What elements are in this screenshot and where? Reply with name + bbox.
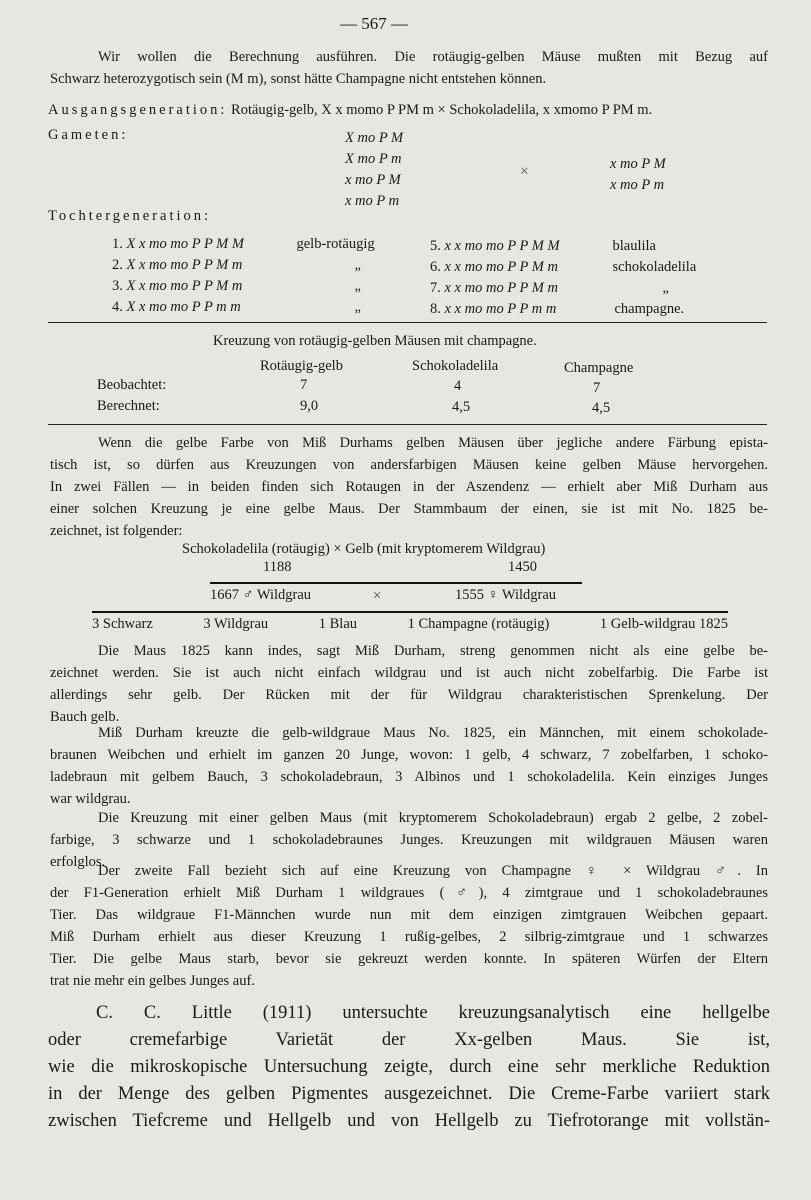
paragraph	[50, 860, 768, 992]
text-line: farbige, 3 schwarze und 1 schokoladebraunes Junges. Kreuzungen mit wildgrauen Mäusen waren	[50, 832, 768, 848]
table-cell: 4	[454, 378, 462, 394]
text-line: C. C. Little (1911) untersuchte kreuzungsanalytisch eine hellgelbe	[96, 1003, 770, 1023]
tochter-right-list	[430, 236, 696, 320]
divider	[48, 424, 767, 425]
paragraph	[50, 722, 768, 810]
pedigree-parent-id: 1188	[263, 559, 292, 575]
pedigree-f2-item: 1 Blau	[318, 616, 358, 632]
tochter-left-list	[112, 234, 375, 318]
paragraph-little	[48, 1000, 770, 1135]
text-line: In zwei Fällen — in beiden finden sich Rotaugen in der Aszendenz — erhielt aber Miß Durham aus	[50, 479, 768, 495]
table-title: Kreuzung von rotäugig-gelben Mäusen mit champagne.	[213, 333, 537, 349]
offspring-row: 6. x x mo mo P P M m schokoladelila	[430, 259, 697, 275]
gameten-label: Gameten:	[48, 127, 129, 143]
text-line: ladebraun mit gelbem Bauch, 3 schokoladebraun, 3 Albinos und 1 schokoladelila. Kein einziges Junges	[50, 769, 768, 785]
text-line: Wenn die gelbe Farbe von Miß Durhams gelben Mäusen über jegliche andere Färbung epista-	[98, 435, 768, 451]
text-line: Tier. Das wildgraue F1-Männchen wurde nun mit dem einzigen zimtgrauen Weibchen gepaart.	[50, 907, 768, 923]
pedigree-f2-item: 3 Wildgrau	[203, 616, 269, 632]
table-col-header: Rotäugig-gelb	[260, 358, 343, 374]
table-cell: 4,5	[592, 400, 611, 416]
pedigree-f1-right: 1555 ♀ Wildgrau	[455, 587, 557, 603]
text-line: Schwarz heterozygotisch sein (M m), sonst hätte Champagne nicht entstehen können.	[50, 71, 547, 87]
table-cell: 7	[300, 377, 308, 393]
ausgang-label: Ausgangsgeneration:	[48, 102, 228, 118]
pedigree-f1-left: 1667 ♂ Wildgrau	[210, 587, 312, 603]
pedigree-f2-item: 1 Gelb-wildgrau 1825	[599, 616, 728, 632]
pedigree-f2-item: 1 Champagne (rotäugig)	[407, 616, 550, 632]
ausgang-text: Rotäugig-gelb, X x momo P PM m × Schokoladelila, x xmomo P PM m.	[231, 102, 653, 118]
text-line: einer solchen Kreuzung je eine gelbe Maus. Der Stammbaum der einen, sie ist mit No. 1825 be-	[50, 501, 768, 517]
divider	[48, 322, 767, 323]
text-line: in der Menge des gelben Pigmentes ausgezeichnet. Die Creme-Farbe variiert stark	[48, 1084, 770, 1104]
table-col-header: Schokoladelila	[412, 358, 499, 374]
pedigree-f1-cross: ×	[373, 588, 382, 604]
pedigree-brace	[210, 582, 582, 584]
text-line: der F1-Generation erhielt Miß Durham 1 wildgraues (♂), 4 zimtgraue und 1 schokoladebraunes	[50, 885, 768, 901]
text-line: Miß Durham kreuzte die gelb-wildgraue Maus No. 1825, ein Männchen, mit einem schokolade-	[98, 725, 768, 741]
text-line: war wildgrau.	[50, 791, 131, 807]
offspring-row: 7. x x mo mo P P M m „	[430, 280, 669, 296]
pedigree-parents: Schokoladelila (rotäugig) × Gelb (mit kryptomerem Wildgrau)	[182, 541, 546, 557]
table-col-header: Champagne	[564, 360, 634, 376]
text-line: Die Kreuzung mit einer gelben Maus (mit kryptomerem Schokoladebraun) ergab 2 gelbe, 2 zobel-	[98, 810, 768, 826]
text-line: zwischen Tiefcreme und Hellgelb und von Hellgelb zu Tiefrotorange mit vollstän-	[48, 1111, 770, 1131]
text-line: wie die mikroskopische Untersuchung zeigte, durch eine sehr merkliche Reduktion	[48, 1057, 770, 1077]
gameten-right-list	[610, 154, 666, 196]
text-line: allerdings sehr gelb. Der Rücken mit der für Wildgrau charakteristischen Sprenkelung. Der	[50, 687, 768, 703]
pedigree-f2-row	[92, 616, 728, 633]
gamete: X mo P m	[345, 151, 402, 167]
ausgang-row	[48, 102, 652, 119]
page-number: — 567 —	[340, 14, 408, 33]
offspring-row: 8. x x mo mo P P m m champagne.	[430, 301, 685, 317]
offspring-row: 4. X x mo mo P P m m „	[112, 299, 361, 315]
gameten-cross: ×	[520, 163, 529, 180]
table-cell: 9,0	[300, 398, 319, 414]
text-line: Miß Durham erhielt aus dieser Kreuzung 1 rußig-gelbes, 2 silbrig-zimtgraue und 1 schwarzes	[50, 929, 768, 945]
text-line: Der zweite Fall bezieht sich auf eine Kreuzung von Champagne ♀ × Wildgrau ♂. In	[98, 863, 768, 879]
text-line: Wir wollen die Berechnung ausführen. Die rotäugig-gelben Mäuse mußten mit Bezug auf	[98, 49, 768, 65]
gamete: x mo P M	[345, 172, 401, 188]
text-line: trat nie mehr ein gelbes Junges auf.	[50, 973, 255, 989]
offspring-row: 2. X x mo mo P P M m „	[112, 257, 361, 273]
text-line: oder cremefarbige Varietät der Xx-gelben Maus. Sie ist,	[48, 1030, 770, 1050]
text-line: erfolglos.	[50, 854, 106, 870]
text-line: braunen Weibchen und erhielt im ganzen 20 Junge, wovon: 1 gelb, 4 schwarz, 7 zobelfarben, 1 schoko-	[50, 747, 768, 763]
paragraph	[50, 640, 768, 728]
intro-paragraph	[50, 46, 768, 90]
gameten-left-list	[345, 128, 403, 212]
table-cell: 7	[593, 380, 601, 396]
table-row-label: Beobachtet:	[97, 377, 167, 393]
gamete: x mo P M	[610, 156, 666, 172]
text-line: Bauch gelb.	[50, 709, 120, 725]
pedigree-f2-item: 3 Schwarz	[92, 616, 153, 632]
offspring-row: 1. X x mo mo P P M M gelb-rotäugig	[112, 236, 375, 252]
pedigree-brace	[92, 611, 728, 613]
paragraph	[50, 432, 768, 542]
text-line: Die Maus 1825 kann indes, sagt Miß Durham, streng genommen nicht als eine gelbe be-	[98, 643, 768, 659]
text-line: zeichnet, ist folgender:	[50, 523, 183, 539]
gamete: X mo P M	[345, 130, 404, 146]
table-cell: 4,5	[452, 399, 471, 415]
text-line: Tier. Die gelbe Maus starb, bevor sie gekreuzt werden konnte. In späteren Würfen der Eltern	[50, 951, 768, 967]
offspring-row: 5. x x mo mo P P M M blaulila	[430, 238, 656, 254]
table-row-label: Berechnet:	[97, 398, 160, 414]
gamete: x mo P m	[345, 193, 400, 209]
offspring-row: 3. X x mo mo P P M m „	[112, 278, 361, 294]
gamete: x mo P m	[610, 177, 665, 193]
text-line: zeichnet werden. Sie ist auch nicht einfach wildgrau und ist auch nicht zobelfarbig. Die Farbe ist	[50, 665, 768, 681]
pedigree-parent-id: 1450	[508, 559, 537, 575]
text-line: tisch ist, so dürfen aus Kreuzungen von andersfarbigen Mäusen keine gelben Mäuse hervorgehen.	[50, 457, 768, 473]
tochter-label: Tochtergeneration:	[48, 208, 212, 224]
